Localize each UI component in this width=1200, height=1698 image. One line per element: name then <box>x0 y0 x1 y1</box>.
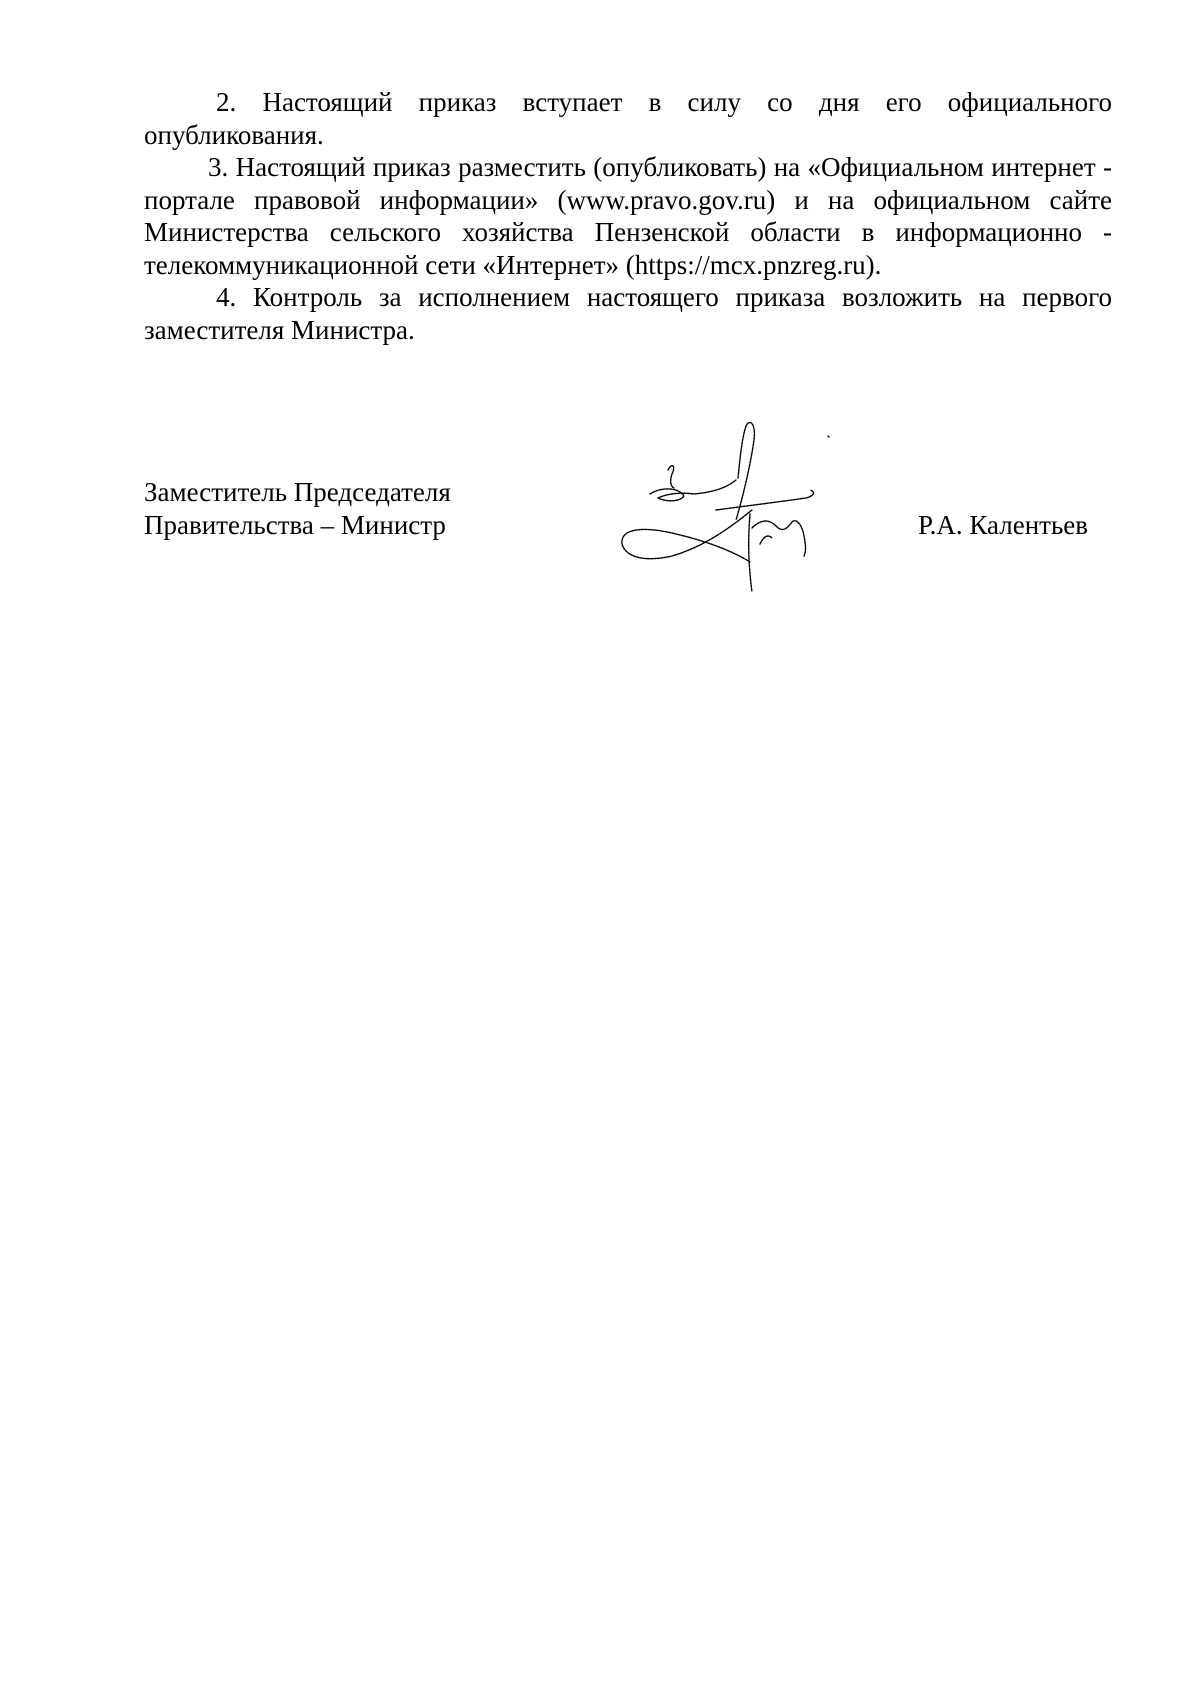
signer-position-line-1: Заместитель Председателя <box>144 477 451 507</box>
handwritten-signature-icon <box>610 418 870 598</box>
paragraph-3: 3. Настоящий приказ разместить (опубликовать) на «Официальном интернет - портале правовой информации» (www.pravo.gov.ru) и на официальном сайте Министерства сельского хозяйства Пензенской области в информационно - телекоммуникационной сети «Интернет» (https://mcx.pnzreg.ru). <box>144 152 1112 280</box>
paragraph-2: 2. Настоящий приказ вступает в силу со дня его официального опубликования. <box>144 87 1112 150</box>
paragraph-4: 4. Контроль за исполнением настоящего приказа возложить на первого заместителя Министра. <box>144 282 1112 345</box>
signer-position <box>144 476 451 541</box>
signer-name: Р.А. Калентьев <box>918 510 1089 540</box>
signature-block <box>0 0 1200 700</box>
signer-position-line-2: Правительства – Министр <box>144 509 446 540</box>
